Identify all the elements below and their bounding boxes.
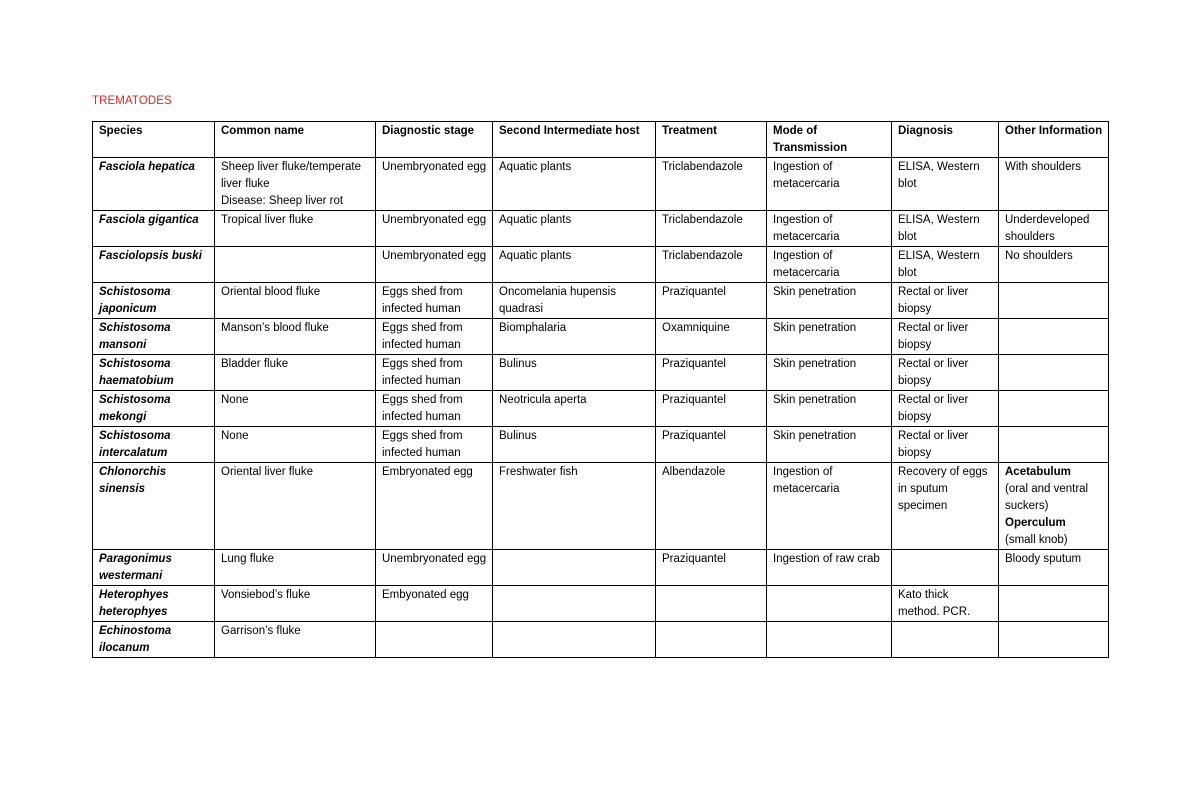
second-host-cell	[493, 586, 656, 622]
common-name-cell	[215, 158, 376, 211]
diagnostic-stage-cell: Eggs shed from infected human	[376, 391, 493, 427]
common-name-cell: Lung fluke	[215, 550, 376, 586]
transmission-cell: Skin penetration	[767, 391, 892, 427]
other-information-cell: Underdeveloped shoulders	[999, 211, 1109, 247]
treatment-cell: Praziquantel	[656, 283, 767, 319]
table-row	[93, 355, 1109, 391]
other-information-cell	[999, 355, 1109, 391]
diagnostic-stage-cell: Unembryonated egg	[376, 211, 493, 247]
transmission-cell: Ingestion of raw crab	[767, 550, 892, 586]
column-header-transmission: Mode of Transmission	[767, 122, 892, 158]
diagnosis-cell	[892, 550, 999, 586]
column-header-treatment: Treatment	[656, 122, 767, 158]
diagnosis-cell: Rectal or liver biopsy	[892, 355, 999, 391]
transmission-cell: Skin penetration	[767, 283, 892, 319]
diagnostic-stage-cell: Eggs shed from infected human	[376, 319, 493, 355]
table-row	[93, 586, 1109, 622]
species-cell: Schistosoma mansoni	[93, 319, 215, 355]
treatment-cell: Triclabendazole	[656, 211, 767, 247]
species-cell: Paragonimus westermani	[93, 550, 215, 586]
transmission-cell: Skin penetration	[767, 319, 892, 355]
diagnosis-cell: ELISA, Western blot	[892, 158, 999, 211]
transmission-cell: Ingestion of metacercaria	[767, 158, 892, 211]
second-host-cell: Aquatic plants	[493, 158, 656, 211]
other-information-cell	[999, 391, 1109, 427]
species-cell: Schistosoma japonicum	[93, 283, 215, 319]
treatment-cell: Triclabendazole	[656, 158, 767, 211]
table-row	[93, 247, 1109, 283]
other-information-cell	[999, 283, 1109, 319]
diagnostic-stage-cell: Unembryonated egg	[376, 247, 493, 283]
transmission-cell: Skin penetration	[767, 427, 892, 463]
diagnosis-cell: ELISA, Western blot	[892, 247, 999, 283]
common-name-cell: Tropical liver fluke	[215, 211, 376, 247]
treatment-cell: Praziquantel	[656, 427, 767, 463]
table-header-row	[93, 122, 1109, 158]
common-name-cell: Garrison’s fluke	[215, 622, 376, 658]
common-name-cell: None	[215, 391, 376, 427]
species-cell: Schistosoma haematobium	[93, 355, 215, 391]
common-name-cell: Bladder fluke	[215, 355, 376, 391]
transmission-cell: Ingestion of metacercaria	[767, 247, 892, 283]
common-name-note: Disease: Sheep liver rot	[221, 195, 344, 207]
column-header-diagnosis: Diagnosis	[892, 122, 999, 158]
species-cell: Schistosoma mekongi	[93, 391, 215, 427]
species-cell: Echinostoma ilocanum	[93, 622, 215, 658]
table-row	[93, 283, 1109, 319]
treatment-cell: Oxamniquine	[656, 319, 767, 355]
transmission-cell: Skin penetration	[767, 355, 892, 391]
species-cell: Chlonorchis sinensis	[93, 463, 215, 550]
trematodes-table	[92, 121, 1109, 658]
diagnosis-cell: Rectal or liver biopsy	[892, 283, 999, 319]
treatment-cell: Praziquantel	[656, 355, 767, 391]
column-header-second-host: Second Intermediate host	[493, 122, 656, 158]
table-row	[93, 550, 1109, 586]
diagnostic-stage-cell: Unembryonated egg	[376, 550, 493, 586]
acetabulum-description: (oral and ventral suckers)	[1005, 483, 1089, 512]
operculum-term: Operculum	[1005, 517, 1066, 529]
transmission-cell: Ingestion of metacercaria	[767, 211, 892, 247]
table-row	[93, 427, 1109, 463]
table-row	[93, 391, 1109, 427]
treatment-cell	[656, 622, 767, 658]
treatment-cell	[656, 586, 767, 622]
second-host-cell: Bulinus	[493, 355, 656, 391]
treatment-cell: Albendazole	[656, 463, 767, 550]
column-header-diagnostic-stage: Diagnostic stage	[376, 122, 493, 158]
other-information-cell: No shoulders	[999, 247, 1109, 283]
other-information-cell: Bloody sputum	[999, 550, 1109, 586]
common-name-cell: Vonsiebod’s fluke	[215, 586, 376, 622]
second-host-cell: Neotricula aperta	[493, 391, 656, 427]
diagnostic-stage-cell: Embryonated egg	[376, 463, 493, 550]
diagnosis-cell: Recovery of eggs in sputum specimen	[892, 463, 999, 550]
common-name-cell: Manson’s blood fluke	[215, 319, 376, 355]
page-title: TREMATODES	[92, 95, 172, 107]
diagnosis-cell: Kato thick method. PCR.	[892, 586, 999, 622]
second-host-cell: Bulinus	[493, 427, 656, 463]
common-name-cell: Oriental blood fluke	[215, 283, 376, 319]
diagnostic-stage-cell: Eggs shed from infected human	[376, 427, 493, 463]
diagnostic-stage-cell: Unembryonated egg	[376, 158, 493, 211]
acetabulum-term: Acetabulum	[1005, 466, 1071, 478]
column-header-common-name: Common name	[215, 122, 376, 158]
table-row	[93, 319, 1109, 355]
diagnosis-cell	[892, 622, 999, 658]
species-cell: Fasciola gigantica	[93, 211, 215, 247]
table-row	[93, 463, 1109, 550]
table-row	[93, 211, 1109, 247]
second-host-cell: Oncomelania hupensis quadrasi	[493, 283, 656, 319]
second-host-cell	[493, 550, 656, 586]
species-cell: Schistosoma intercalatum	[93, 427, 215, 463]
transmission-cell	[767, 622, 892, 658]
transmission-cell	[767, 586, 892, 622]
table-row	[93, 622, 1109, 658]
diagnosis-cell: Rectal or liver biopsy	[892, 427, 999, 463]
diagnostic-stage-cell: Eggs shed from infected human	[376, 355, 493, 391]
second-host-cell: Aquatic plants	[493, 247, 656, 283]
table-row	[93, 158, 1109, 211]
diagnosis-cell: ELISA, Western blot	[892, 211, 999, 247]
other-information-cell	[999, 622, 1109, 658]
treatment-cell: Triclabendazole	[656, 247, 767, 283]
diagnosis-cell: Rectal or liver biopsy	[892, 391, 999, 427]
diagnostic-stage-cell	[376, 622, 493, 658]
common-name-cell: None	[215, 427, 376, 463]
second-host-cell: Aquatic plants	[493, 211, 656, 247]
treatment-cell: Praziquantel	[656, 550, 767, 586]
transmission-cell: Ingestion of metacercaria	[767, 463, 892, 550]
other-information-cell: With shoulders	[999, 158, 1109, 211]
second-host-cell	[493, 622, 656, 658]
column-header-species: Species	[93, 122, 215, 158]
second-host-cell: Freshwater fish	[493, 463, 656, 550]
species-cell: Fasciolopsis buski	[93, 247, 215, 283]
common-name-text: Sheep liver fluke/temperate liver fluke	[221, 161, 361, 190]
diagnosis-cell: Rectal or liver biopsy	[892, 319, 999, 355]
species-cell: Fasciola hepatica	[93, 158, 215, 211]
species-cell: Heterophyes heterophyes	[93, 586, 215, 622]
treatment-cell: Praziquantel	[656, 391, 767, 427]
operculum-description: (small knob)	[1005, 534, 1068, 546]
other-information-cell	[999, 427, 1109, 463]
diagnostic-stage-cell: Eggs shed from infected human	[376, 283, 493, 319]
other-information-cell	[999, 463, 1109, 550]
column-header-other-information: Other Information	[999, 122, 1109, 158]
other-information-cell	[999, 319, 1109, 355]
common-name-cell: Oriental liver fluke	[215, 463, 376, 550]
other-information-cell	[999, 586, 1109, 622]
second-host-cell: Biomphalaria	[493, 319, 656, 355]
common-name-cell	[215, 247, 376, 283]
diagnostic-stage-cell: Embyonated egg	[376, 586, 493, 622]
